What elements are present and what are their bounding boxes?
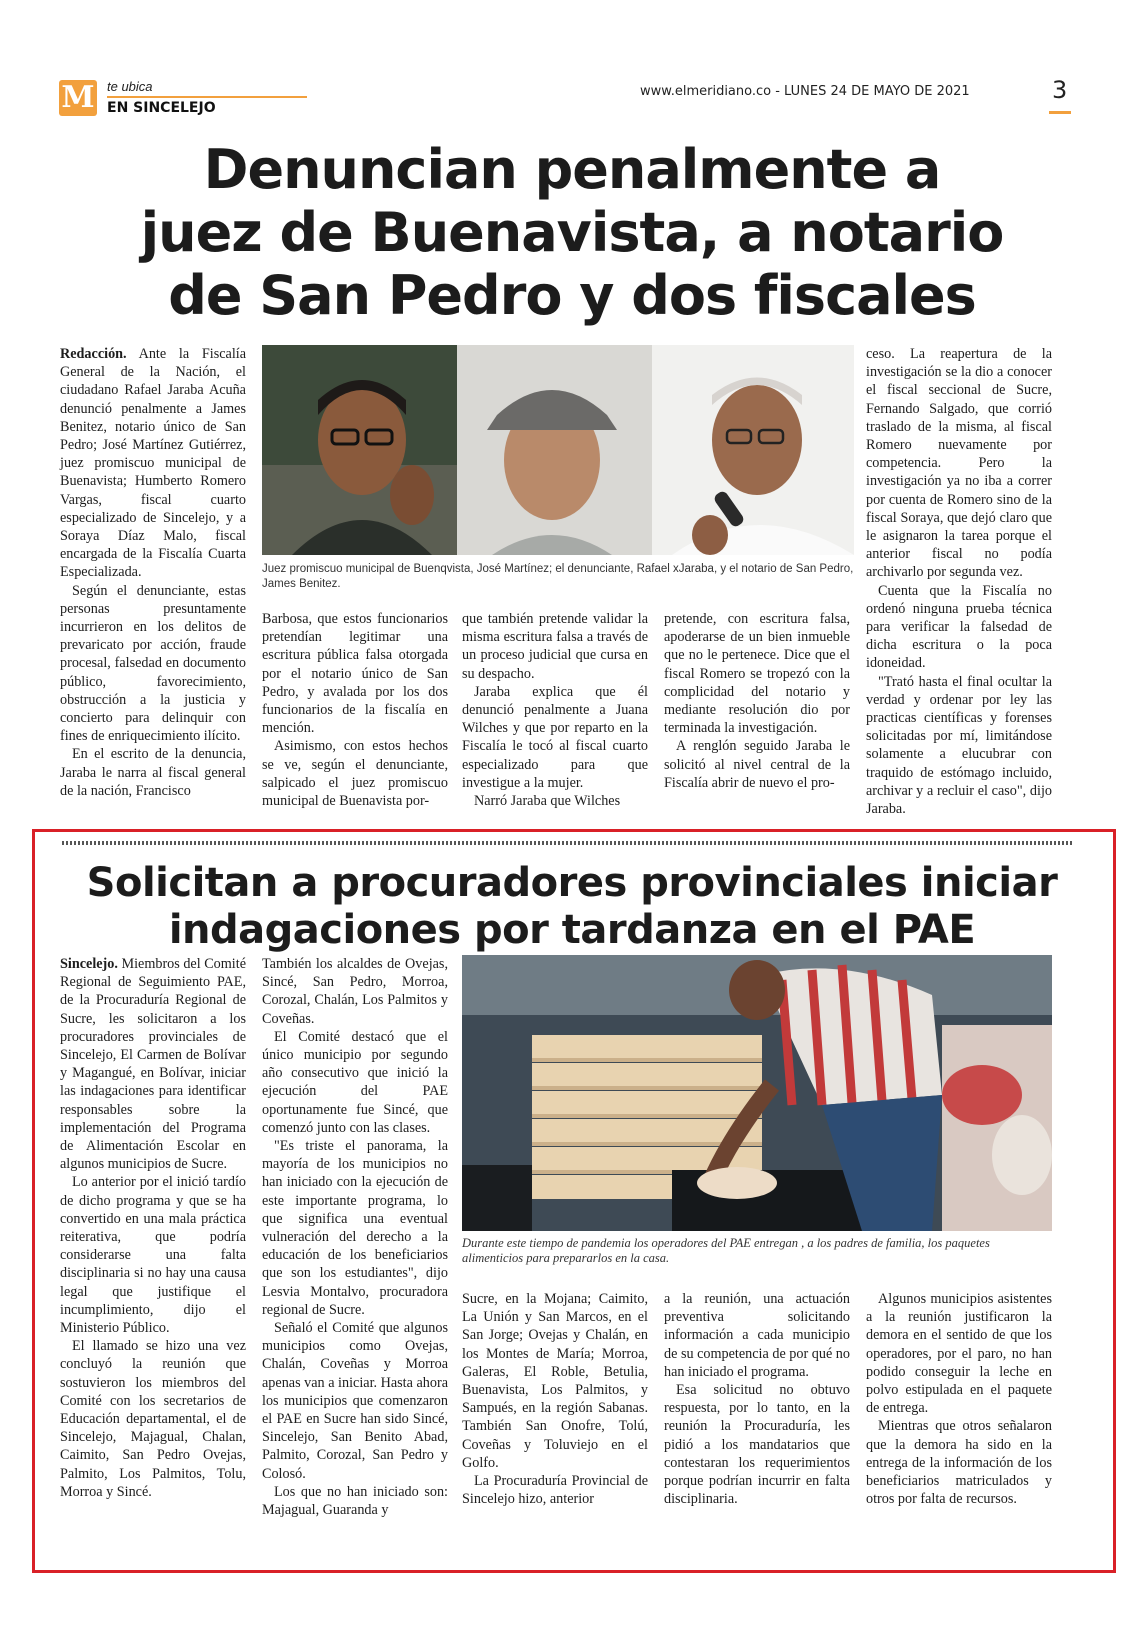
paragraph: El Comité destacó que el único municipio por segundo año consecutivo que inició la ejecución del PAE oportunamente fue Sincé, que comenzó junto con las clases. xyxy=(262,1028,448,1136)
dateline: www.elmeridiano.co - LUNES 24 DE MAYO DE 2021 xyxy=(640,84,970,99)
paragraph: pretende, con escritura falsa, apoderarse de un bien inmueble que no le pertenece. Dice que el fiscal Romero se tropezó con la complicidad del notario y mediante resolución dio por terminada la investigación. xyxy=(664,611,850,737)
page-number: 3 xyxy=(1052,76,1068,104)
paragraph: "Trató hasta el final ocultar la verdad y ordenar por ley las practicas científicas y forenses solicitadas por mí, limitándose solamente a elucubrar con traquido de estómago incluido, archivar y a recluir el caso", dijo Jaraba. xyxy=(866,673,1052,818)
article2-column-2 xyxy=(262,955,448,1519)
headline-line: indagaciones por tardanza en el PAE xyxy=(168,907,976,953)
article1-photo xyxy=(262,345,854,555)
paragraph: Señaló el Comité que algunos municipios como Ovejas, Chalán, Coveñas y Morroa apenas van a iniciar. Hasta ahora los municipios que comenzaron el PAE en Sucre han sido Sincé, Sincelejo, San Benito Abad, Palmito, Corozal, San Pedro y Colosó. xyxy=(262,1320,448,1482)
section-tagline: te ubica xyxy=(107,79,153,94)
article2-headline xyxy=(40,860,1104,954)
paragraph: Cuenta que la Fiscalía no ordenó ninguna prueba técnica para verificar la falsedad de dicha escritura o la poca idoneidad. xyxy=(866,582,1052,672)
paragraph: Lo anterior por el inició tardío de dicho programa y que se ha convertido en una mala práctica reiterativa, que podría considerarse una falta disciplinaria si no hay una causa legal que justifique el incumplimiento, dijo el Ministerio Público. xyxy=(60,1174,246,1337)
paragraph: Ante la Fiscalía General de la Nación, el ciudadano Rafael Jaraba Acuña denunció penalmente a James Benitez, notario único de San Pedro; José Martínez Gutiérrez, juez promiscuo municipal de Buenavista; Humberto Romero Vargas, fiscal cuarto especializado de Sincelejo, y a Soraya Díaz Malo, fiscal encargada de la Fiscalía Cuarta Especializada. xyxy=(60,346,247,581)
article2-column-4 xyxy=(664,1290,850,1508)
food-delivery-illustration xyxy=(462,955,1052,1231)
paragraph: ceso. La reapertura de la investigación se la dio a conocer el fiscal seccional de Sucre, Fernando Salgado, que corrió traslado de la misma, al fiscal Romero nuevamente por competencia. Pero la investigación ya no iba a correr por cuenta de Romero sino de la fiscal Soraya, que dejó claro que le asignaron la tarea porque el anterior fiscal no podía archivarlo por segunda vez. xyxy=(866,346,1052,581)
paragraph: Barbosa, que estos funcionarios pretendían legitimar una escritura pública falsa otorgada por el notario único de San Pedro, y avalada por los dos funcionarios de la fiscalía en mención. xyxy=(262,611,448,737)
paragraph: Esa solicitud no obtuvo respuesta, por lo tanto, en la reunión la Procuraduría, les pidió a los mandatarios que contestaran los requerimientos porque podrían incurrir en falta disciplinaria. xyxy=(664,1382,850,1508)
paragraph: "Es triste el panorama, la mayoría de los municipios no han iniciado con la ejecución de este importante programa, lo que significa una eventual vulneración del derecho a la educación de los beneficiarios que son los estudiantes", dijo Lesvia Montalvo, procuradora regional de Sucre. xyxy=(262,1138,448,1318)
paragraph: La Procuraduría Provincial de Sincelejo hizo, anterior xyxy=(462,1473,648,1508)
paragraph: En el escrito de la denuncia, Jaraba le narra al fiscal general de la nación, Francisco xyxy=(60,746,246,799)
page-number-rule xyxy=(1049,111,1071,114)
article1-headline xyxy=(40,138,1104,327)
headline-line: de San Pedro y dos fiscales xyxy=(168,264,976,327)
article-dateline: Redacción. xyxy=(60,346,127,362)
article2-photo xyxy=(462,955,1052,1231)
portraits-illustration xyxy=(262,345,854,555)
headline-line: Solicitan a procuradores provinciales iniciar xyxy=(86,860,1058,906)
paragraph: Mientras que otros señalaron que la demora ha sido en la entrega de la información de los beneficiarios matriculados y otros por falta de recursos. xyxy=(866,1418,1052,1508)
article2-column-3 xyxy=(462,1290,648,1508)
article1-photo-caption: Juez promiscuo municipal de Buenqvista, José Martínez; el denunciante, Rafael xJaraba, y el notario de San Pedro, James Benitez. xyxy=(262,563,854,590)
paragraph: Miembros del Comité Regional de Seguimiento PAE, de la Procuraduría Regional de Sucre, les solicitaron a los procuradores provinciales de Sincelejo, El Carmen de Bolívar y Magangué, en Bolívar, iniciar las indagaciones para identificar responsables sobre la implementación del Programa de Alimentación Escolar en algunos municipios de Sucre. xyxy=(60,956,246,1173)
newspaper-logo: M xyxy=(59,80,97,116)
article2-column-1 xyxy=(60,955,246,1501)
paragraph: El llamado se hizo una vez concluyó la reunión que sostuvieron los miembros del Comité con los secretarios de Educación departamental, el de Sincelejo, Majagual, Chalan, Caimito, San Pedro Ovejas, Palmito, Los Palmitos, Tolu, Morroa y Sincé. xyxy=(60,1338,246,1500)
paragraph: Asimismo, con estos hechos se ve, según el denunciante, salpicado el juez promiscuo municipal de Buenavista por- xyxy=(262,738,448,810)
article1-column-3 xyxy=(462,610,648,810)
paragraph: Algunos municipios asistentes a la reunión justificaron la demora en el sentido de que los operadores, por el paro, no han podido conseguir la leche en polvo estipulada en el paquete de entrega. xyxy=(866,1291,1052,1417)
paragraph: Jaraba explica que él denunció penalmente a Juana Wilches y que por reparto en la Fiscalía le tocó al fiscal cuarto especializado para que investigue a la mujer. xyxy=(462,683,648,791)
headline-line: juez de Buenavista, a notario xyxy=(140,201,1004,264)
paragraph: Narró Jaraba que Wilches xyxy=(474,793,621,810)
article1-column-5 xyxy=(866,345,1052,818)
article2-column-5 xyxy=(866,1290,1052,1508)
article1-column-4 xyxy=(664,610,850,792)
paragraph: Según el denunciante, estas personas presuntamente incurrieron en los delitos de prevaricato por acción, fraude procesal, falsedad en documento público, favorecimiento, obstrucción a la justicia y concierto para delinquir con fines de enriquecimiento ilícito. xyxy=(60,582,246,745)
article-dateline: Sincelejo. xyxy=(60,956,118,972)
article1-column-1 xyxy=(60,345,246,800)
paragraph: a la reunión, una actuación preventiva solicitando información a cada municipio de su competencia de por qué no han iniciado el programa. xyxy=(664,1291,850,1380)
article1-column-2 xyxy=(262,610,448,810)
section-rule xyxy=(107,96,307,98)
headline-line: Denuncian penalmente a xyxy=(203,138,941,201)
paragraph: También los alcaldes de Ovejas, Sincé, San Pedro, Morroa, Corozal, Chalán, Los Palmitos y Coveñas. xyxy=(262,956,448,1027)
paragraph: Los que no han iniciado son: Majagual, Guaranda y xyxy=(262,1483,448,1519)
paragraph: A renglón seguido Jaraba le solicitó al nivel central de la Fiscalía abrir de nuevo el pro- xyxy=(664,738,850,791)
paragraph: que también pretende validar la misma escritura falsa a través de un proceso judicial que cursa en su despacho. xyxy=(462,611,648,682)
paragraph: Sucre, en la Mojana; Caimito, La Unión y San Marcos, en el San Jorge; Ovejas y Chalán, en los Montes de María; Morroa, Galeras, El Roble, Betulia, Buenavista, Los Palmitos, y Sampués, en la región Sabanas. También San Onofre, Tolú, Coveñas y Toluviejo en el Golfo. xyxy=(462,1291,648,1471)
section-name: EN SINCELEJO xyxy=(107,100,216,116)
article2-photo-caption: Durante este tiempo de pandemia los operadores del PAE entregan , a los padres de familia, los paquetes alimenticios para prepararlos en la casa. xyxy=(462,1236,990,1265)
